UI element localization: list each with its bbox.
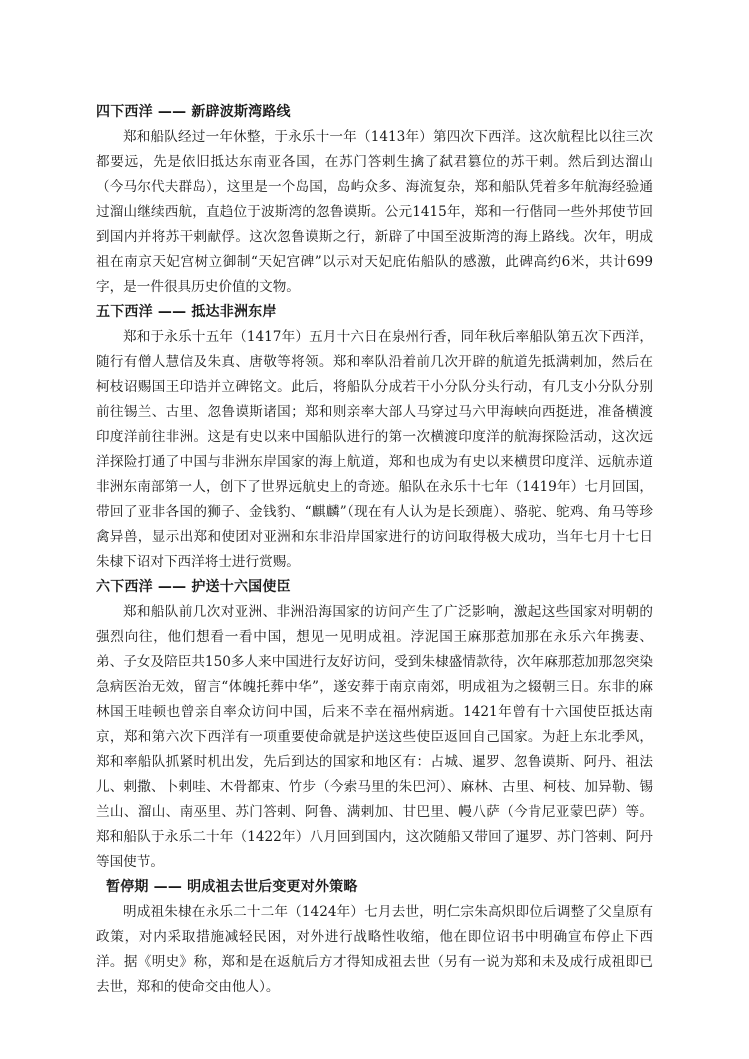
section-heading: 四下西洋 —— 新辟波斯湾路线	[96, 104, 291, 120]
section-pause-period	[96, 875, 653, 1000]
section-heading: 六下西洋 —— 护送十六国使臣	[96, 579, 291, 595]
section-paragraph: 郑和船队经过一年休整，于永乐十一年（1413年）第四次下西洋。这次航程比以往三次都要远，先是依旧抵达东南亚各国，在苏门答剌生擒了弑君篡位的苏干剌。然后到达溜山（今马尔代夫群岛），这里是一个岛国，岛屿众多、海流复杂，郑和船队凭着多年航海经验通过溜山继续西航，直趋位于波斯湾的忽鲁谟斯。公元1415年，郑和一行偕同一些外邦使节回到国内并将苏干剌献俘。这次忽鲁谟斯之行，新辟了中国至波斯湾的海上路线。次年，明成祖在南京天妃宫树立御制“天妃宫碑”以示对天妃庇佑船队的感激，此碑高约6米，共计699字，是一件很具历史价值的文物。	[96, 129, 653, 295]
section-fourth-voyage	[96, 100, 653, 300]
section-sixth-voyage	[96, 575, 653, 875]
section-heading: 五下西洋 —— 抵达非洲东岸	[96, 304, 277, 320]
section-paragraph: 郑和船队前几次对亚洲、非洲沿海国家的访问产生了广泛影响，激起这些国家对明朝的强烈向往，他们想看一看中国，想见一见明成祖。浡泥国王麻那惹加那在永乐六年携妻、弟、子女及陪臣共150多人来中国进行友好访问，受到朱棣盛情款待，次年麻那惹加那忽突染急病医治无效，留言“体魄托葬中华”，遂安葬于南京南郊，明成祖为之辍朝三日。东非的麻林国王哇顿也曾亲自率众访问中国，后来不幸在福州病逝。1421年曾有十六国使臣抵达南京，郑和第六次下西洋有一项重要使命就是护送这些使臣返回自己国家。为赶上东北季风，郑和率船队抓紧时机出发，先后到达的国家和地区有：占城、暹罗、忽鲁谟斯、阿丹、祖法儿、剌撒、卜剌哇、木骨都束、竹步（今索马里的朱巴河）、麻林、古里、柯枝、加异勒、锡兰山、溜山、南巫里、苏门答剌、阿鲁、满剌加、甘巴里、幔八萨（今肯尼亚蒙巴萨）等。郑和船队于永乐二十年（1422年）八月回到国内，这次随船又带回了暹罗、苏门答剌、阿丹等国使节。	[96, 604, 653, 870]
section-paragraph: 郑和于永乐十五年（1417年）五月十六日在泉州行香，同年秋后率船队第五次下西洋，随行有僧人慧信及朱真、唐敬等将领。郑和率队沿着前几次开辟的航道先抵满剌加，然后在柯枝诏赐国王印诰并立碑铭文。此后，将船队分成若干小分队分头行动，有几支小分队分别前往锡兰、古里、忽鲁谟斯诸国；郑和则亲率大部人马穿过马六甲海峡向西挺进，准备横渡印度洋前往非洲。这是有史以来中国船队进行的第一次横渡印度洋的航海探险活动，这次远洋探险打通了中国与非洲东岸国家的海上航道，郑和也成为有史以来横贯印度洋、远航赤道非洲东南部第一人，创下了世界远航史上的奇迹。船队在永乐十七年（1419年）七月回国，带回了亚非各国的狮子、金钱豹、“麒麟”（现在有人认为是长颈鹿）、骆驼、鸵鸡、角马等珍禽异兽，显示出郑和使团对亚洲和东非沿岸国家进行的访问取得极大成功，当年七月十七日朱棣下诏对下西洋将士进行赏赐。	[96, 329, 653, 570]
section-paragraph: 明成祖朱棣在永乐二十二年（1424年）七月去世，明仁宗朱高炽即位后调整了父皇原有政策，对内采取措施减轻民困，对外进行战略性收缩，他在即位诏书中明确宣布停止下西洋。据《明史》称，郑和是在返航后方才得知成祖去世（另有一说为郑和未及成行成祖即已去世，郑和的使命交由他人）。	[96, 904, 653, 995]
section-heading: 暂停期 —— 明成祖去世后变更对外策略	[106, 879, 358, 895]
section-fifth-voyage	[96, 300, 653, 575]
